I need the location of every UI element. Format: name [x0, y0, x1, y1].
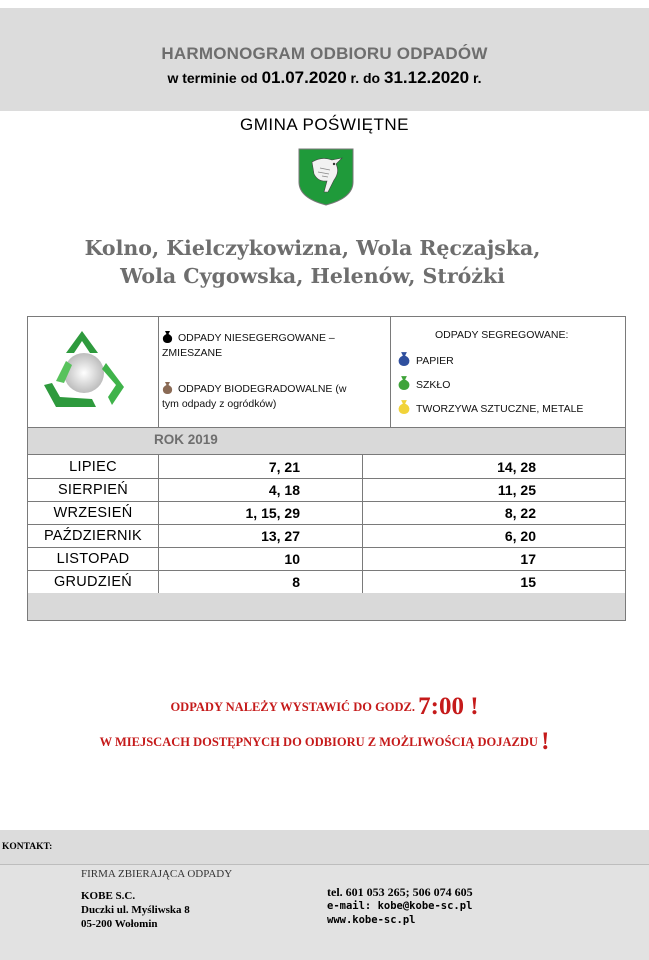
segregated-dates-cell: 6, 20: [504, 528, 536, 544]
table-row: [28, 525, 625, 547]
divider: [158, 454, 159, 593]
company-name: KOBE S.C.: [81, 890, 136, 902]
table-row: [28, 548, 625, 570]
divider: [28, 454, 625, 455]
green-bag-icon: [397, 375, 411, 390]
segregated-dates-cell: 11, 25: [497, 482, 536, 498]
footer-band: [28, 593, 625, 620]
month-cell: LISTOPAD: [56, 551, 130, 567]
divider: [0, 864, 649, 865]
gmina-title: GMINA POŚWIĘTNE: [0, 111, 649, 138]
month-cell: SIERPIEŃ: [57, 482, 129, 498]
pickup-time: 7:00: [418, 693, 464, 720]
table-row: [28, 456, 625, 478]
notice-access: W MIEJSCACH DOSTĘPNYCH DO ODBIORU Z MOŻLIWOŚCIĄ DOJAZDU !: [99, 728, 550, 755]
email[interactable]: e-mail: kobe@kobe-sc.pl: [327, 900, 473, 912]
legend-unsegregated: ODPADY NIESEGERGOWANE – ZMIESZANE: [162, 332, 335, 359]
divider: [390, 317, 391, 427]
company-address: [81, 889, 190, 931]
month-cell: PAŹDZIERNIK: [43, 528, 143, 544]
legend-glass: SZKŁO: [397, 375, 450, 393]
table-row: [28, 502, 625, 524]
mixed-dates-cell: 4, 18: [268, 482, 300, 498]
recycle-icon: [36, 323, 132, 419]
yellow-bag-icon: [397, 399, 411, 414]
page-title: HARMONOGRAM ODBIORU ODPADÓW: [161, 44, 488, 63]
company-street: Duczki ul. Myśliwska 8: [81, 904, 190, 916]
segregated-dates-cell: 17: [520, 551, 536, 567]
brown-bag-icon: [162, 381, 173, 394]
coat-of-arms-icon: [298, 148, 354, 206]
mixed-dates-cell: 1, 15, 29: [245, 505, 300, 521]
legend-segregated-title: ODPADY SEGREGOWANE:: [435, 329, 569, 341]
website[interactable]: www.kobe-sc.pl: [327, 914, 416, 926]
segregated-dates-cell: 8, 22: [504, 505, 536, 521]
black-bag-icon: [162, 330, 173, 343]
legend: [28, 317, 625, 427]
legend-paper: PAPIER: [397, 351, 454, 369]
period-end: 31.12.2020: [384, 68, 470, 87]
company-city: 05-200 Wołomin: [81, 918, 158, 930]
phone: tel. 601 053 265; 506 074 605: [327, 885, 473, 899]
contact-label: KONTAKT:: [2, 842, 53, 852]
mixed-dates-cell: 7, 21: [268, 459, 300, 475]
legend-plastic: TWORZYWA SZTUCZNE, METALE: [397, 399, 583, 417]
divider: [28, 427, 625, 428]
segregated-dates-cell: 14, 28: [497, 459, 536, 475]
period: [0, 68, 649, 88]
localities-line-2: Wola Cygowska, Helenów, Stróżki: [120, 264, 505, 288]
mixed-dates-cell: 8: [292, 574, 300, 590]
period-suffix: r.: [469, 70, 482, 86]
company-contacts: [327, 885, 473, 927]
divider: [362, 454, 363, 593]
blue-bag-icon: [397, 351, 411, 366]
table-row: [28, 571, 625, 593]
period-prefix: w terminie od: [167, 70, 262, 86]
legend-bio: ODPADY BIODEGRADOWALNE (w tym odpady z ogródków): [162, 383, 347, 410]
month-cell: GRUDZIEŃ: [53, 574, 133, 590]
mixed-dates-cell: 10: [284, 551, 300, 567]
table-row: [28, 479, 625, 501]
localities-line-1: Kolno, Kielczykowizna, Wola Ręczajska,: [84, 236, 541, 260]
company-caption: FIRMA ZBIERAJĄCA ODPADY: [81, 868, 233, 880]
year-label: ROK 2019: [154, 432, 218, 447]
period-mid: r. do: [346, 70, 384, 86]
segregated-dates-cell: 15: [520, 574, 536, 590]
schedule-table: [27, 316, 626, 621]
month-cell: WRZESIEŃ: [53, 505, 133, 521]
divider: [158, 317, 159, 427]
year-band: [28, 427, 625, 454]
mixed-dates-cell: 13, 27: [261, 528, 300, 544]
period-start: 01.07.2020: [261, 68, 347, 87]
notice-time: ODPADY NALEŻY WYSTAWIĆ DO GODZ. 7:00 !: [170, 693, 479, 720]
month-cell: LIPIEC: [69, 459, 117, 475]
localities: [0, 234, 625, 290]
